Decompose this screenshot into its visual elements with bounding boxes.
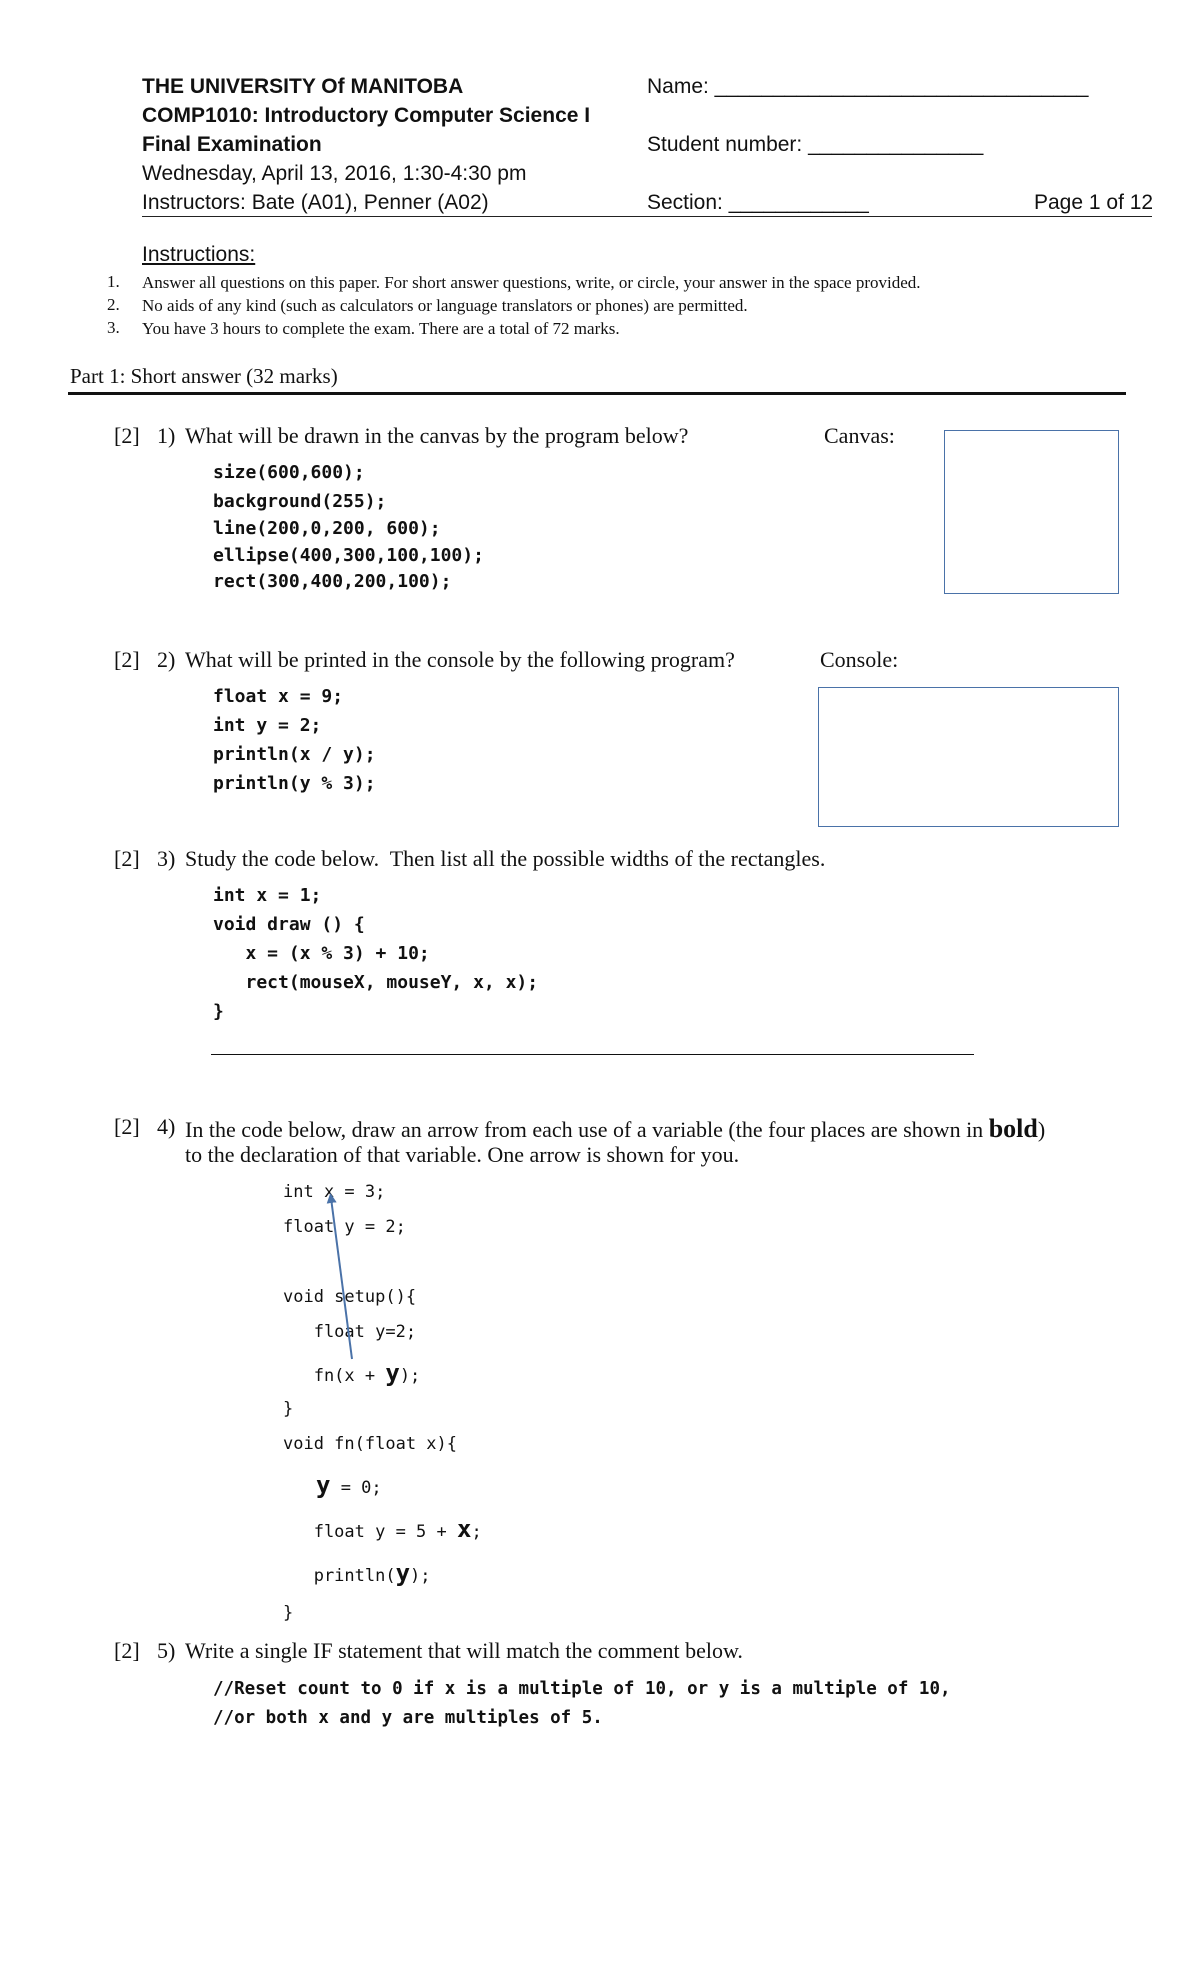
code-line: println(x / y);: [213, 744, 376, 765]
instruction-item: You have 3 hours to complete the exam. There are a total of 72 marks.: [142, 319, 620, 338]
instructions-title: Instructions:: [142, 243, 256, 266]
exam-date: Wednesday, April 13, 2016, 1:30-4:30 pm: [142, 162, 527, 185]
code-line: }: [283, 1399, 294, 1419]
code-line: float y = 2;: [283, 1217, 406, 1237]
code-line: int y = 2;: [213, 715, 322, 736]
q2-text: What will be printed in the console by the following program?: [185, 647, 735, 672]
code-line: }: [213, 1001, 224, 1022]
code-fragment: float y = 5 +: [283, 1522, 457, 1542]
q2-number: 2): [157, 647, 176, 672]
bold-variable-use: y: [385, 1359, 400, 1387]
q4-text-line2: to the declaration of that variable. One arrow is shown for you.: [185, 1142, 740, 1167]
code-line: float x = 9;: [213, 686, 344, 707]
code-fragment: ;: [471, 1522, 482, 1542]
bold-variable-use: x: [457, 1515, 472, 1543]
canvas-label: Canvas:: [824, 423, 895, 448]
code-line: println(y % 3);: [213, 773, 376, 794]
code-comment-line: //or both x and y are multiples of 5.: [213, 1708, 603, 1728]
code-fragment: println(: [283, 1566, 396, 1586]
part1-title: Part 1: Short answer (32 marks): [70, 364, 338, 388]
q1-number: 1): [157, 423, 176, 448]
student-number-field[interactable]: Student number: _______________: [647, 133, 984, 156]
code-fragment: = 0;: [330, 1478, 382, 1498]
console-label: Console:: [820, 647, 899, 672]
code-line: }: [283, 1603, 294, 1623]
code-line: line(200,0,200, 600);: [213, 518, 441, 539]
instruction-item: Answer all questions on this paper. For short answer questions, write, or circle, your answer in the space provided.: [142, 273, 921, 292]
q4-number: 4): [157, 1114, 176, 1139]
q1-text: What will be drawn in the canvas by the program below?: [185, 423, 689, 448]
q1-marks: [2]: [114, 423, 140, 448]
instruction-number: 1.: [107, 272, 120, 291]
code-fragment: );: [410, 1566, 431, 1586]
code-line: int x = 1;: [213, 885, 322, 906]
code-line: void fn(float x){: [283, 1434, 457, 1454]
instructors: Instructors: Bate (A01), Penner (A02): [142, 191, 489, 214]
code-line: int x = 3;: [283, 1182, 386, 1202]
exam-title: Final Examination: [142, 133, 322, 156]
instruction-item: No aids of any kind (such as calculators or language translators or phones) are permitted.: [142, 296, 748, 315]
bold-variable-use: y: [395, 1559, 411, 1587]
q5-text: Write a single IF statement that will match the comment below.: [185, 1638, 743, 1663]
instruction-number: 3.: [107, 318, 120, 337]
code-line: float y=2;: [283, 1322, 417, 1342]
code-line: size(600,600);: [213, 462, 365, 483]
instruction-number: 2.: [107, 295, 120, 314]
code-fragment: );: [399, 1366, 421, 1386]
q3-number: 3): [157, 846, 176, 871]
q5-number: 5): [157, 1638, 176, 1663]
q4-text-part: ): [1037, 1117, 1046, 1142]
name-field[interactable]: Name: ________________________________: [647, 75, 1089, 98]
q4-text-part: In the code below, draw an arrow from each use of a variable (the four places are shown in: [185, 1117, 989, 1142]
q4-marks: [2]: [114, 1114, 140, 1139]
code-line: x = (x % 3) + 10;: [213, 943, 430, 964]
page-number: Page 1 of 12: [1034, 191, 1154, 214]
q3-text: Study the code below. Then list all the possible widths of the rectangles.: [185, 846, 826, 871]
code-line: void setup(){: [283, 1287, 417, 1307]
code-line: background(255);: [213, 491, 387, 512]
code-line: rect(mouseX, mouseY, x, x);: [213, 972, 539, 993]
bold-variable-use: y: [316, 1471, 331, 1499]
section-field[interactable]: Section: ____________: [647, 191, 869, 214]
code-fragment: fn(x +: [283, 1366, 386, 1386]
code-line: ellipse(400,300,100,100);: [213, 545, 484, 566]
q5-marks: [2]: [114, 1638, 140, 1663]
q2-marks: [2]: [114, 647, 140, 672]
university-name: THE UNIVERSITY Of MANITOBA: [142, 75, 464, 98]
arrow-line: [331, 1198, 352, 1359]
q4-bold-word: bold: [988, 1114, 1038, 1143]
code-line: rect(300,400,200,100);: [213, 571, 452, 592]
code-comment-line: //Reset count to 0 if x is a multiple of 10, or y is a multiple of 10,: [213, 1679, 951, 1699]
q3-marks: [2]: [114, 846, 140, 871]
code-line: void draw () {: [213, 914, 365, 935]
course-title: COMP1010: Introductory Computer Science I: [142, 104, 591, 127]
